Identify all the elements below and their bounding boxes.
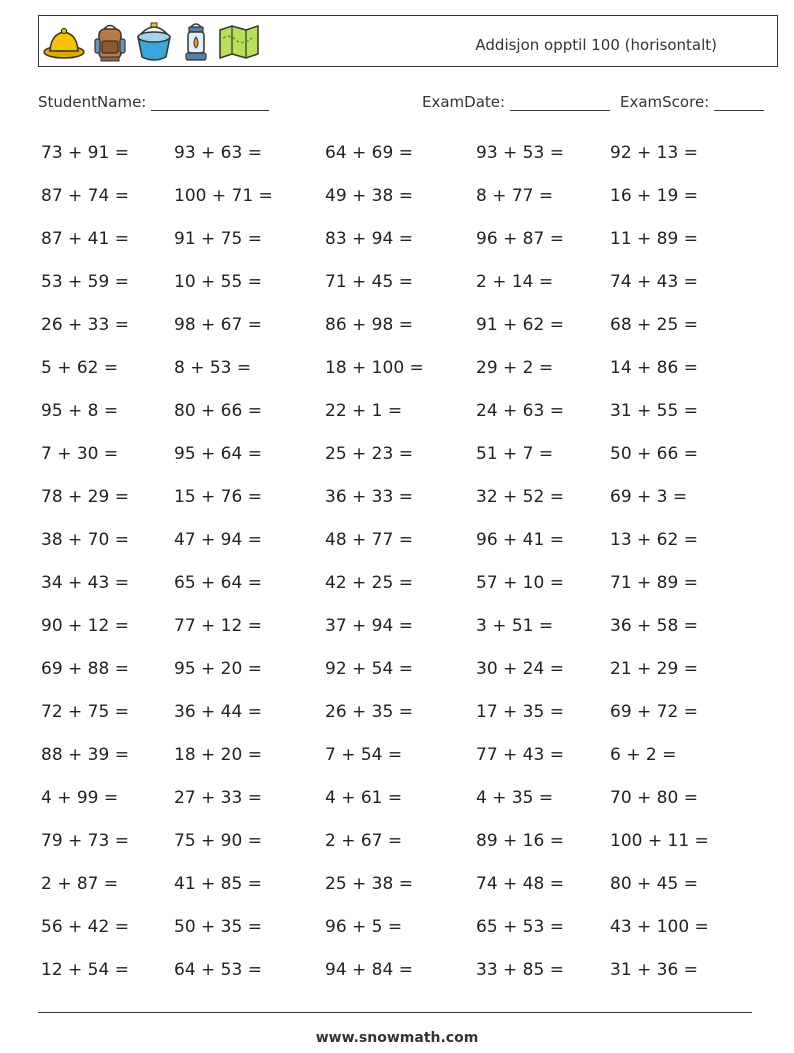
problem-row <box>41 821 761 864</box>
problem-item: 80 + 45 = <box>610 874 698 894</box>
problem-item: 36 + 58 = <box>610 616 698 636</box>
problem-item: 90 + 12 = <box>41 616 129 636</box>
problem-item: 33 + 85 = <box>476 960 564 980</box>
problem-item: 11 + 89 = <box>610 229 698 249</box>
footer-url: www.snowmath.com <box>315 1030 479 1046</box>
problem-item: 96 + 5 = <box>325 917 403 937</box>
problem-item: 22 + 1 = <box>325 401 403 421</box>
footer-divider <box>38 1012 752 1013</box>
header-box <box>38 15 778 67</box>
problem-item: 65 + 64 = <box>174 573 262 593</box>
page-title: Addisjon opptil 100 (horisontalt) <box>475 36 717 54</box>
problem-item: 31 + 36 = <box>610 960 698 980</box>
problem-item: 56 + 42 = <box>41 917 129 937</box>
problem-item: 8 + 77 = <box>476 186 554 206</box>
problem-item: 34 + 43 = <box>41 573 129 593</box>
problem-item: 21 + 29 = <box>610 659 698 679</box>
problem-row <box>41 864 761 907</box>
problem-item: 30 + 24 = <box>476 659 564 679</box>
hat-icon <box>42 22 86 62</box>
problem-item: 74 + 48 = <box>476 874 564 894</box>
problem-item: 77 + 43 = <box>476 745 564 765</box>
problem-item: 74 + 43 = <box>610 272 698 292</box>
problem-row <box>41 950 761 993</box>
exam-score-line[interactable] <box>714 94 764 111</box>
problem-item: 89 + 16 = <box>476 831 564 851</box>
problem-item: 16 + 19 = <box>610 186 698 206</box>
problem-item: 100 + 11 = <box>610 831 709 851</box>
lantern-icon <box>181 21 211 63</box>
problem-item: 91 + 62 = <box>476 315 564 335</box>
problem-row <box>41 176 761 219</box>
problem-item: 69 + 72 = <box>610 702 698 722</box>
problem-item: 86 + 98 = <box>325 315 413 335</box>
problem-item: 3 + 51 = <box>476 616 554 636</box>
problem-row <box>41 434 761 477</box>
problem-item: 65 + 53 = <box>476 917 564 937</box>
problem-item: 50 + 35 = <box>174 917 262 937</box>
problem-item: 38 + 70 = <box>41 530 129 550</box>
problem-item: 79 + 73 = <box>41 831 129 851</box>
problem-item: 69 + 3 = <box>610 487 688 507</box>
problem-item: 29 + 2 = <box>476 358 554 378</box>
problem-item: 64 + 69 = <box>325 143 413 163</box>
problem-item: 48 + 77 = <box>325 530 413 550</box>
problem-item: 87 + 74 = <box>41 186 129 206</box>
problem-row <box>41 649 761 692</box>
problem-row <box>41 520 761 563</box>
problem-row <box>41 692 761 735</box>
problem-item: 31 + 55 = <box>610 401 698 421</box>
backpack-icon <box>93 21 127 63</box>
problem-item: 50 + 66 = <box>610 444 698 464</box>
problem-item: 87 + 41 = <box>41 229 129 249</box>
problem-item: 94 + 84 = <box>325 960 413 980</box>
problem-item: 17 + 35 = <box>476 702 564 722</box>
header-icons <box>42 21 260 63</box>
exam-date-label: ExamDate: <box>422 93 506 111</box>
problem-item: 68 + 25 = <box>610 315 698 335</box>
problem-item: 6 + 2 = <box>610 745 677 765</box>
exam-score-field[interactable] <box>620 93 764 111</box>
problem-item: 18 + 100 = <box>325 358 424 378</box>
problem-row <box>41 305 761 348</box>
problem-item: 93 + 53 = <box>476 143 564 163</box>
problem-item: 80 + 66 = <box>174 401 262 421</box>
problem-item: 72 + 75 = <box>41 702 129 722</box>
problem-item: 15 + 76 = <box>174 487 262 507</box>
problem-item: 27 + 33 = <box>174 788 262 808</box>
problem-item: 14 + 86 = <box>610 358 698 378</box>
problem-row <box>41 606 761 649</box>
student-name-field[interactable] <box>38 93 269 111</box>
problem-item: 26 + 33 = <box>41 315 129 335</box>
problem-item: 5 + 62 = <box>41 358 119 378</box>
problem-item: 100 + 71 = <box>174 186 273 206</box>
problem-item: 64 + 53 = <box>174 960 262 980</box>
problem-item: 92 + 13 = <box>610 143 698 163</box>
problem-row <box>41 778 761 821</box>
problem-item: 91 + 75 = <box>174 229 262 249</box>
bucket-icon <box>134 21 174 63</box>
problem-item: 18 + 20 = <box>174 745 262 765</box>
problem-item: 96 + 41 = <box>476 530 564 550</box>
problem-item: 36 + 44 = <box>174 702 262 722</box>
exam-date-field[interactable] <box>422 93 610 111</box>
problem-item: 92 + 54 = <box>325 659 413 679</box>
problem-item: 36 + 33 = <box>325 487 413 507</box>
info-row <box>38 93 778 115</box>
problem-row <box>41 563 761 606</box>
problem-item: 13 + 62 = <box>610 530 698 550</box>
problem-row <box>41 348 761 391</box>
problem-item: 41 + 85 = <box>174 874 262 894</box>
problem-item: 7 + 54 = <box>325 745 403 765</box>
problem-row <box>41 735 761 778</box>
problem-item: 95 + 64 = <box>174 444 262 464</box>
problem-item: 98 + 67 = <box>174 315 262 335</box>
problem-item: 12 + 54 = <box>41 960 129 980</box>
problem-item: 96 + 87 = <box>476 229 564 249</box>
problem-item: 37 + 94 = <box>325 616 413 636</box>
problem-row <box>41 262 761 305</box>
problem-item: 95 + 8 = <box>41 401 119 421</box>
exam-score-label: ExamScore: <box>620 93 710 111</box>
problem-item: 26 + 35 = <box>325 702 413 722</box>
problem-row <box>41 219 761 262</box>
problem-item: 2 + 87 = <box>41 874 119 894</box>
problem-item: 2 + 67 = <box>325 831 403 851</box>
problem-row <box>41 477 761 520</box>
problem-item: 25 + 38 = <box>325 874 413 894</box>
problem-item: 4 + 99 = <box>41 788 119 808</box>
problem-item: 24 + 63 = <box>476 401 564 421</box>
problem-item: 43 + 100 = <box>610 917 709 937</box>
problem-item: 83 + 94 = <box>325 229 413 249</box>
problem-item: 73 + 91 = <box>41 143 129 163</box>
problem-item: 10 + 55 = <box>174 272 262 292</box>
problem-item: 78 + 29 = <box>41 487 129 507</box>
problem-item: 70 + 80 = <box>610 788 698 808</box>
student-name-label: StudentName: <box>38 93 147 111</box>
problem-item: 4 + 35 = <box>476 788 554 808</box>
problem-item: 71 + 45 = <box>325 272 413 292</box>
problem-item: 71 + 89 = <box>610 573 698 593</box>
problem-item: 93 + 63 = <box>174 143 262 163</box>
problem-item: 2 + 14 = <box>476 272 554 292</box>
problem-item: 51 + 7 = <box>476 444 554 464</box>
problem-item: 95 + 20 = <box>174 659 262 679</box>
map-icon <box>218 24 260 60</box>
exam-date-line[interactable] <box>510 94 610 111</box>
problem-item: 53 + 59 = <box>41 272 129 292</box>
problem-item: 32 + 52 = <box>476 487 564 507</box>
student-name-line[interactable] <box>151 94 269 111</box>
problem-item: 69 + 88 = <box>41 659 129 679</box>
problem-item: 57 + 10 = <box>476 573 564 593</box>
problem-item: 77 + 12 = <box>174 616 262 636</box>
problem-item: 8 + 53 = <box>174 358 252 378</box>
problem-item: 4 + 61 = <box>325 788 403 808</box>
problem-row <box>41 907 761 950</box>
problem-item: 88 + 39 = <box>41 745 129 765</box>
problem-item: 42 + 25 = <box>325 573 413 593</box>
problem-item: 49 + 38 = <box>325 186 413 206</box>
problem-item: 75 + 90 = <box>174 831 262 851</box>
problem-item: 47 + 94 = <box>174 530 262 550</box>
problem-row <box>41 133 761 176</box>
problem-row <box>41 391 761 434</box>
problem-item: 7 + 30 = <box>41 444 119 464</box>
problem-item: 25 + 23 = <box>325 444 413 464</box>
